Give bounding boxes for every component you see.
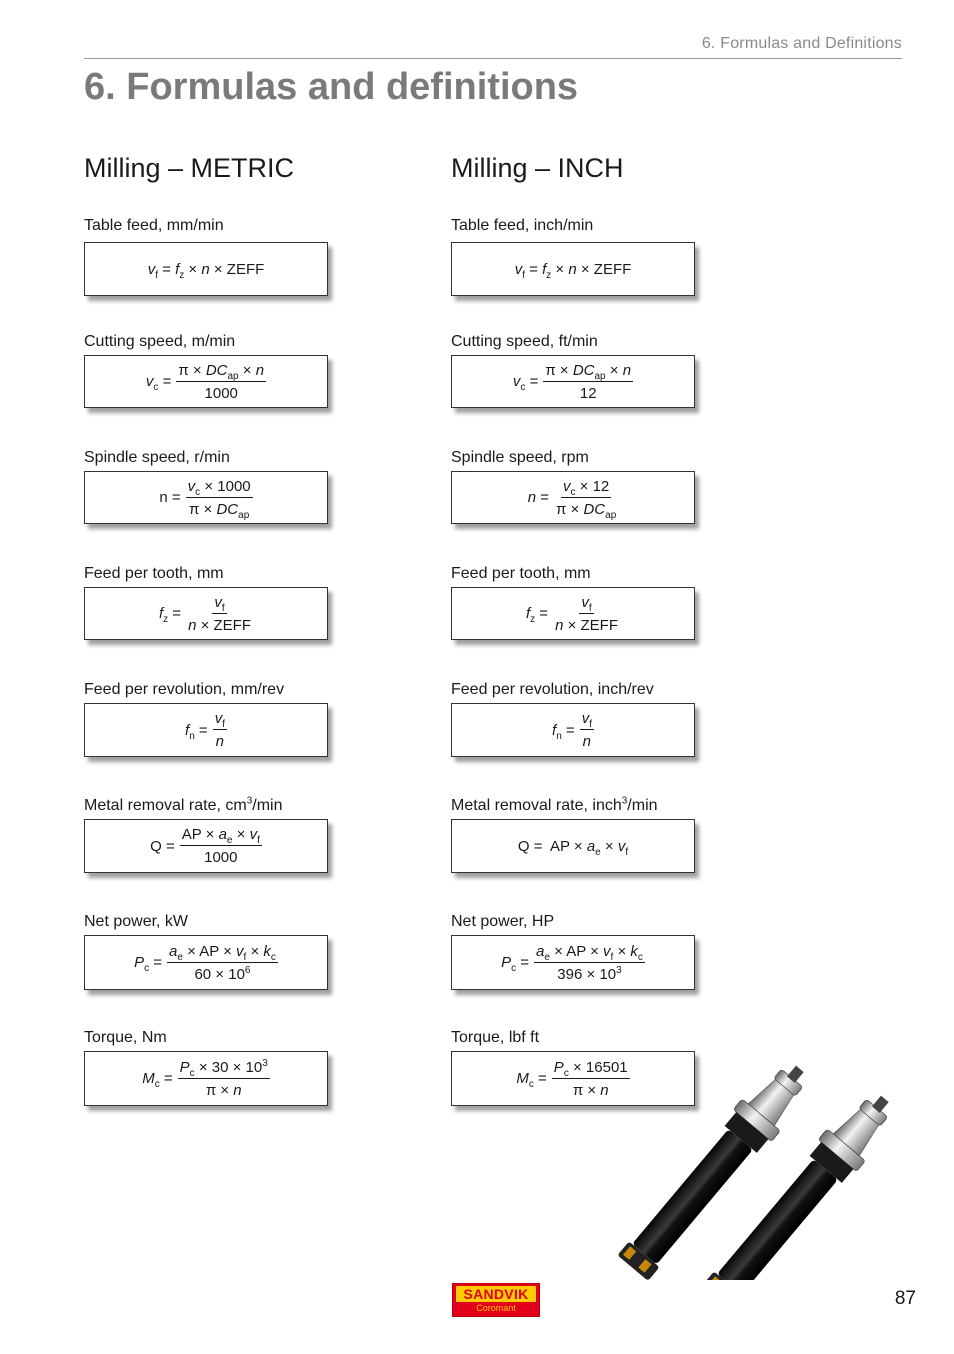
section-label: Feed per revolution, mm/rev [84,681,285,698]
tool-holder-1 [614,1053,819,1280]
formula-denominator: 1000 [204,849,238,866]
formula-denominator: 12 [579,384,597,402]
formula-box: $f_z$ = $\frac{v_f}{\text{n × ZEFF}}$ [451,587,695,640]
section-label: Feed per revolution, inch/rev [451,681,654,698]
section-label: Metal removal rate, inch$^3$/min [451,795,658,814]
formula-box: $v_f = f_z \times n$ × ZEFF [84,242,328,296]
tool-holder-2 [699,1083,904,1280]
section-label: Cutting speed, m/min [84,333,236,350]
formula-box: $f_n$ = $\frac{v_f}{n}$ [84,703,328,757]
formula-box: $f_z$ = $\frac{v_f}{\text{n × ZEFF}}$ [84,587,328,640]
metric-spindle-speed [84,448,384,521]
section-label: Net power, kW [84,913,189,930]
formula-box: $P_c$ = $\frac{a_e \times AP \times v_f \times k_c}{60 \times 10^6}$ [84,935,328,990]
formula-box: $M_c$ = $\frac{P_c \times 30 \times 10^3}{\pi \times n}$ [84,1051,328,1106]
formula-denominator: 1000 [204,384,238,402]
section-label: Torque, lbf ft [451,1029,540,1046]
page-title: 6. Formulas and definitions [84,66,579,108]
formula-box: $P_c$ = $\frac{a_e \times AP \times v_f \times k_c}{396 \times 10^3}$ [451,935,695,990]
metric-feed-per-revolution [84,680,384,750]
page-number: 87 [894,1288,916,1309]
inch-metal-removal-rate [451,795,751,858]
formula-box: $v_c$ = $\frac{\pi \times DC_{ap} \times n}{12}$ [451,355,695,408]
metric-metal-removal-rate [84,795,384,866]
formula-box: Q = AP × $a_e \times v_f$ [451,819,695,873]
section-label: Torque, Nm [84,1029,167,1046]
section-label: Feed per tooth, mm [84,565,224,582]
section-label: Net power, HP [451,913,555,930]
formula-box: Q = $\frac{AP \times a_e \times v_f}{1000}$ [84,819,328,873]
section-label: Metal removal rate, $cm^3/\min$ [84,795,283,814]
milling-tools-image [610,1040,920,1280]
formula-box: n = $\frac{v_c \times 12}{\pi \times DC_{ap}}$ [451,471,695,524]
header-rule [84,58,902,59]
formula-lhs: n = [159,489,181,506]
formula-box: $v_c$ = $\frac{\pi \times DC_{ap} \times n}{1000}$ [84,355,328,408]
section-label: Cutting speed, ft/min [451,333,598,350]
inch-net-power [451,912,751,983]
formula-box: $M_c$ = $\frac{P_c \times 16501}{\pi \times n}$ [451,1051,695,1106]
formula-box: $v_f = f_z \times n$ × ZEFF [451,242,695,296]
inch-column-title: Milling – INCH [451,153,624,183]
formula-box: n = $\frac{v_c \times 1000}{\pi \times DC_{ap}}$ [84,471,328,524]
metric-cutting-speed [84,332,384,402]
metric-column-title: Milling – METRIC [84,153,295,183]
sandvik-coromant-logo: SANDVIK Coromant [452,1283,540,1317]
section-label: Spindle speed, r/min [84,449,230,466]
formula-box: $f_n$ = $\frac{v_f}{n}$ [451,703,695,757]
section-label: Feed per tooth, mm [451,565,591,582]
metric-table-feed [84,216,384,281]
metric-feed-per-tooth [84,564,384,634]
section-label: Table feed, mm/min [84,217,224,234]
inch-feed-per-revolution [451,680,751,750]
formula-numerator-value: × 12 [579,477,610,495]
metric-net-power [84,912,384,983]
inch-spindle-speed [451,448,751,521]
inch-table-feed [451,216,751,281]
running-head: 6. Formulas and Definitions [701,35,902,52]
metric-torque [84,1028,384,1099]
section-label: Spindle speed, rpm [451,449,589,466]
section-label: Table feed, inch/min [451,217,594,234]
formula-numerator-value: × 1000 [204,477,251,495]
inch-cutting-speed [451,332,751,402]
inch-feed-per-tooth [451,564,751,634]
